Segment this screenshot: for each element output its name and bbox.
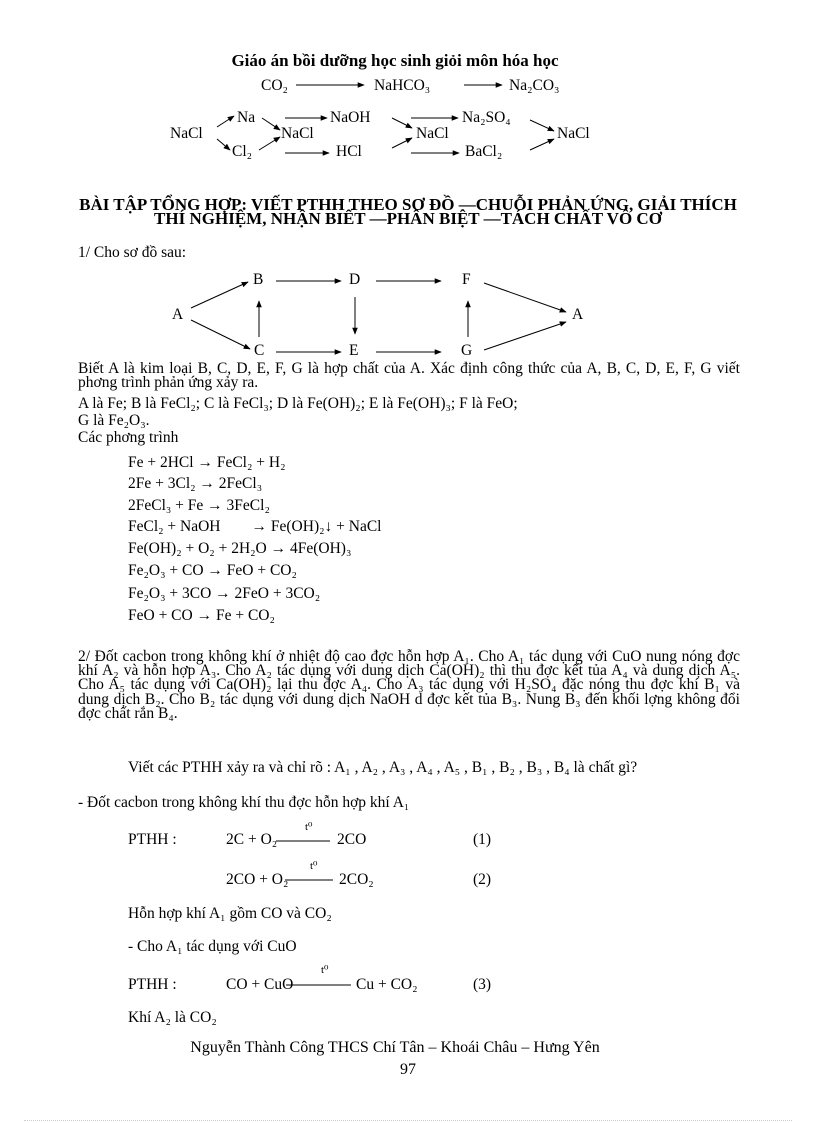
arrow-icon: → [196,607,213,624]
arrow-icon [392,138,412,148]
scheme-bacl2: BaCl₂ [465,143,503,160]
equation-lhs: 2FeCl₃ + Fe [128,497,204,514]
q1-answer-2: G là Fe₂O₃. [78,412,150,429]
q2-task: Viết các PTHH xảy ra và chỉ rõ : A₁ , A₂ , A₃ , A₄ , A₅ , B₁ , B₂ , B₃ , B₄ là chất gì? [128,759,638,776]
equation-rhs: 2FeCl₃ [218,475,263,492]
reaction-2-lhs: 2CO + O₂ [226,871,289,888]
arrow-icon: → [207,562,223,579]
equation-rhs: FeCl₂ + H₂ [216,454,286,471]
pthh-label-1: PTHH : [128,831,177,848]
arrow-icon [259,137,280,150]
arrow-icon [217,139,230,150]
node-b: B [253,271,264,288]
equation-rhs: 4Fe(OH)₃ [290,540,352,557]
equation-lhs: Fe₂O₃ + CO [128,562,204,579]
equation-rhs: Fe(OH)₂↓ + NaCl [270,518,382,535]
node-g: G [461,342,473,359]
reaction-2-condition: t⁰ [310,860,318,872]
arrow-icon [392,118,412,128]
footer-author: Nguyễn Thành Công THCS Chí Tân – Khoái Châu – Hưng Yên [190,1039,600,1056]
scheme-nacl-mid2: NaCl [416,125,449,142]
node-d: D [349,271,361,288]
scheme-nahco3: NaHCO₃ [374,77,431,94]
equation-lhs: Fe₂O₃ + 3CO [128,585,212,602]
scheme-nacl-right: NaCl [557,125,590,142]
scheme-nacl-mid1: NaCl [281,125,314,142]
q1-equations-heading: Các phơng trình [78,429,179,446]
arrow-icon [484,283,566,312]
scheme-na2co3: Na₂CO₃ [509,77,560,94]
scheme-na2so4: Na₂SO₄ [462,109,511,126]
page-number: 97 [400,1061,416,1078]
equation-rhs: 2FeO + 3CO₂ [234,585,321,602]
page-title: Giáo án bồi dưỡng học sinh giỏi môn hóa học [231,51,559,70]
equation-lhs: Fe + 2HCl [128,454,194,471]
scheme-cl2: Cl₂ [232,143,253,160]
arrow-icon: → [270,540,287,557]
q1-diagram-arrows [191,281,566,352]
q2-step-2: - Cho A₁ tác dụng với CuO [128,938,297,955]
reaction-3-condition: t⁰ [321,964,329,976]
arrow-icon: → [197,454,213,471]
reaction-1-condition: t⁰ [305,821,313,833]
arrow-icon [530,139,554,150]
q2-reaction-arrows [276,841,351,985]
equation-rhs: FeO + CO₂ [226,562,297,579]
arrow-icon: → [251,518,268,535]
arrow-icon: → [215,585,231,602]
pthh-label-2: PTHH : [128,976,177,993]
reaction-2-number: (2) [473,871,492,888]
equation-lhs: FeCl₂ + NaOH [128,518,221,535]
q2-text: 2/ Đốt cacbon trong không khí ở nhiệt độ cao đợc hỗn hợp A₁. Cho A₁ tác dụng với CuO nung nóng đợc khí A₂ và hỗn hợp A₃. Cho A₂ tác dụng với dung dịch Ca(OH)₂ thì thu đợc kết tủa A₄ và dung dịch A₅. Cho A₅ tác dụng với Ca(OH)₂ lại thu đợc A₄. Cho A₃ tác dụng với H₂SO₄ đặc nóng thu đợc khí B₁ và dung dịch B₂. Cho B₂ tác dụng với dung dịch NaOH d đợc kết tủa B₃. Nung B₃ đến khối lợng không đổi đợc chất rắn B₄. [78,648,740,722]
q2-mixture: Hỗn hợp khí A₁ gồm CO và CO₂ [128,905,332,922]
arrow-icon [530,120,554,131]
reaction-1-lhs: 2C + O₂ [226,831,278,848]
reaction-3-number: (3) [473,976,492,993]
reaction-1-rhs: 2CO [337,831,367,848]
arrow-icon [484,322,566,350]
scheme-na: Na [237,109,256,126]
scheme-hcl: HCl [336,143,362,160]
equation-lhs: Fe(OH)₂ + O₂ + 2H₂O [128,540,267,557]
q1-question: Biết A là kim loại B, C, D, E, F, G là hợp chất của A. Xác định công thức của A, B, C, D, E, F, G viết phơng trình phản ứng xảy ra. [78,360,740,392]
q1-intro: 1/ Cho sơ đồ sau: [78,244,187,261]
reaction-3-rhs: Cu + CO₂ [356,976,418,993]
arrow-icon: → [207,497,223,514]
q2-a2: Khí A₂ là CO₂ [128,1009,217,1026]
scheme-naoh: NaOH [330,109,371,126]
node-c: C [254,342,265,359]
scheme-co2: CO₂ [261,77,288,94]
arrow-icon: → [199,475,215,492]
scheme-top-arrows [217,85,554,153]
reaction-3-lhs: CO + CuO [226,976,294,993]
node-e: E [349,342,359,359]
reaction-1-number: (1) [473,831,492,848]
node-f: F [462,271,471,288]
q1-answer-1: A là Fe; B là FeCl₂; C là FeCl₃; D là Fe(OH)₂; E là Fe(OH)₃; F là FeO; [78,395,518,412]
equation-rhs: 3FeCl₂ [226,497,270,514]
equation-lhs: FeO + CO [128,607,193,624]
q2-step-1: - Đốt cacbon trong không khí thu đợc hỗn hợp khí A₁ [78,794,410,811]
scheme-nacl-left: NaCl [170,125,203,142]
node-a-right: A [572,306,584,323]
arrow-icon [191,320,250,349]
node-a-left: A [172,306,184,323]
equation-rhs: Fe + CO₂ [215,607,275,624]
arrow-icon [217,116,234,127]
arrow-icon [191,282,248,308]
reaction-2-rhs: 2CO₂ [339,871,374,888]
equation-lhs: 2Fe + 3Cl₂ [128,475,196,492]
arrow-icon [262,118,280,130]
section-heading: BÀI TẬP TỔNG HỢP: VIẾT PTHH THEO SƠ ĐỒ —CHUỖI PHẢN ỨNG, GIẢI THÍCH THÍ NGHIỆM, NHẬN BIẾT —PHÂN BIỆT —TÁCH CHẤT VÔ CƠ [79,195,737,228]
